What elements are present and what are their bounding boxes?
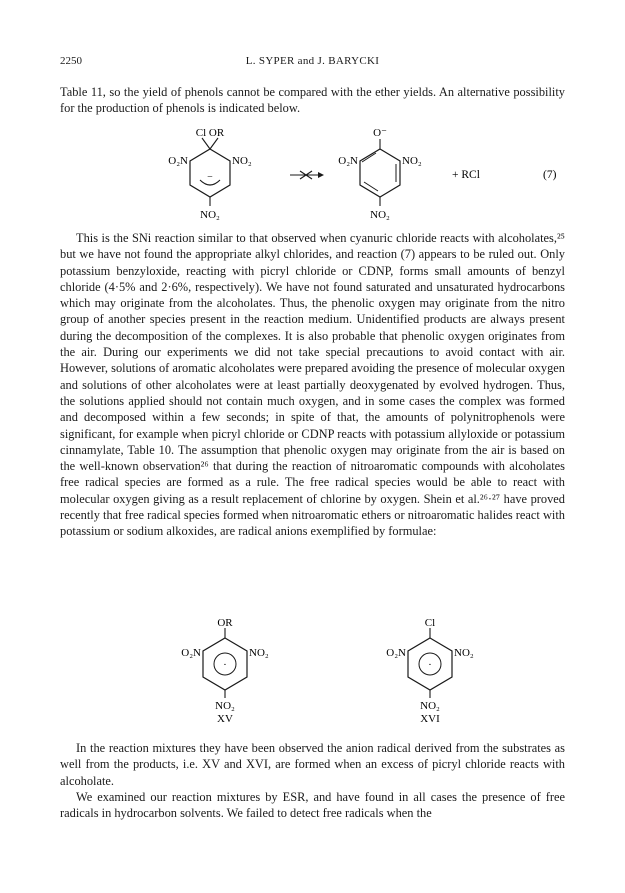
xv-top-substituent: OR [217,617,233,629]
page-header [60,55,565,71]
main-paragraph-block [60,230,565,540]
xvi-top-substituent: Cl [424,617,436,629]
product-bottom-substituent: NO₂ [370,209,390,221]
xv-right-substituent: NO₂ [249,647,269,659]
reactant-right-substituent: NO₂ [232,155,252,167]
xv-label: XV [217,713,233,724]
xvi-bottom-substituent: NO₂ [420,700,440,712]
structure-xvi [386,617,474,724]
paragraph-anion-radicals: In the reaction mixtures they have been observed the anion radical derived from the substrates as well from the products, i.e. XV and XVI, are formed when an excess of picryl chloride reacts with alcoholate. [60,741,565,788]
running-head: L. SYPER and J. BARYCKI [245,55,380,67]
xvi-radical-center: · [428,659,432,671]
product-right-substituent: NO₂ [402,155,422,167]
equation-number: (7) [543,169,557,181]
intro-paragraph: Table 11, so the yield of phenols cannot be compared with the ether yields. An alternative possibility for the production of phenols is indicated below. [60,85,565,116]
plus-rcl: + RCl [452,169,480,181]
page-number: 2250 [60,55,82,67]
xvi-label: XVI [420,713,440,724]
product-picrate-anion [338,127,422,221]
radical-anions-drawing [60,616,565,724]
intro-paragraph-block [60,84,565,117]
crossed-reaction-arrow [290,171,324,179]
xv-left-substituent: O₂N [181,647,201,659]
product-top-substituent: O⁻ [373,127,387,139]
radical-anions-figure [60,616,565,724]
reactant-bottom-substituent: NO₂ [200,209,220,221]
xvi-right-substituent: NO₂ [454,647,474,659]
reactant-ring-charge: − [207,172,213,183]
structure-xv [181,617,269,724]
main-paragraph: This is the SNi reaction similar to that observed when cyanuric chloride reacts with alcoholates,²⁵ but we have not found the appropriate alkyl chlorides, and reaction (7) appears to be ruled out. Only potassium benzyloxide, reacting with picryl chloride or CDNP, forms small amounts of benzyl chloride (4·5% and 2·6%, respectively). We have not found saturated and unsaturated hydrocarbons which may originate from the alcoholates. Thus, the phenolic oxygen may originate from the nitro group of another species present in the reaction medium. Unidentified products are always present during the decomposition of the complexes. It is also probable that phenolic oxygen originates from the air. During our experiments we did not take special precautions to avoid contact with air. However, solutions of aromatic alcoholates were prepared avoiding the presence of molecular oxygen and solutions of other alcoholates were at least partially deoxygenated by evolved hydrogen. Thus, the solutions applied should not contain much oxygen, and in some cases the complex was formed and decomposed within a few seconds; in spite of that, the amounts of polynitrophenols were significant, for example when picryl chloride or CDNP reacts with potassium allyloxide or potassium cinnamylate, Table 10. The assumption that phenolic oxygen may originate from the air is based on the well-known observation²⁶ that during the reaction of nitroaromatic compounds with alcoholates free radical species are formed as a rule. The free radical species would be able to react with molecular oxygen giving as a result replacement of chlorine by oxygen. Shein et al.²⁶·²⁷ have proved recently that free radical species formed when nitroaromatic ethers or nitroaromatic halides react with potassium or sodium alkoxides, are radical anions exemplified by formulae: [60,231,565,539]
xv-radical-center: · [223,659,227,671]
product-left-substituent: O₂N [338,155,358,167]
equation-7-drawing [60,118,565,226]
xvi-left-substituent: O₂N [386,647,406,659]
paragraph-esr: We examined our reaction mixtures by ESR, and have found in all cases the presence of free radicals in hydrocarbon solvents. We failed to detect free radicals when the [60,789,565,821]
reactant-top-substituents: Cl OR [195,127,225,139]
reactant-meisenheimer-complex [168,127,252,221]
xv-bottom-substituent: NO₂ [215,700,235,712]
reactant-left-substituent: O₂N [168,155,188,167]
equation-7 [60,118,565,226]
closing-paragraphs-block [60,740,565,821]
